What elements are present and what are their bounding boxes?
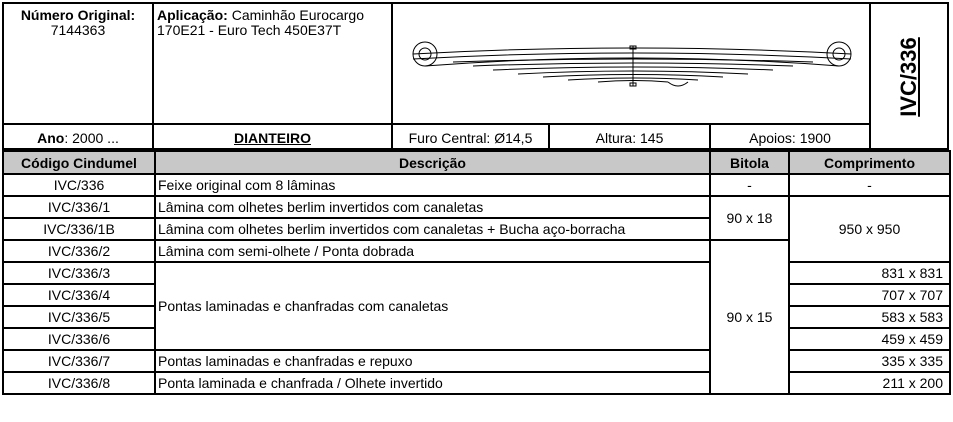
apoios-box — [709, 123, 871, 150]
altura-box — [548, 123, 711, 150]
cell-desc-merged: Pontas laminadas e chanfradas com canaletas — [155, 262, 710, 350]
furo-box — [391, 123, 550, 150]
cell-code: IVC/336/3 — [3, 262, 155, 284]
cell-desc: Lâmina com olhetes berlim invertidos com canaletas — [155, 196, 710, 218]
cell-desc: Lâmina com semi-olhete / Ponta dobrada — [155, 240, 710, 262]
cell-code: IVC/336/1B — [3, 218, 155, 240]
cell-code: IVC/336/2 — [3, 240, 155, 262]
vertical-code-label: IVC/336 — [896, 37, 921, 117]
table-row — [3, 350, 950, 372]
cell-comprimento: 211 x 200 — [789, 372, 950, 394]
col-header-descricao: Descrição — [155, 151, 710, 174]
position-label: DIANTEIRO — [234, 130, 311, 146]
numero-original-label: Número Original: — [20, 7, 136, 23]
cell-comprimento-merged: 950 x 950 — [789, 196, 950, 262]
cell-desc: Lâmina com olhetes berlim invertidos com canaletas + Bucha aço-borracha — [155, 218, 710, 240]
cell-bitola-merged: 90 x 18 — [710, 196, 789, 240]
table-row — [3, 174, 950, 196]
cell-desc: Feixe original com 8 lâminas — [155, 174, 710, 196]
cell-bitola-merged: 90 x 15 — [710, 240, 789, 394]
cell-desc: Pontas laminadas e chanfradas e repuxo — [155, 350, 710, 372]
ano-value: : 2000 ... — [64, 130, 119, 146]
cell-bitola: - — [710, 174, 789, 196]
aplicacao-label: Aplicação: — [157, 7, 228, 23]
cell-code: IVC/336/7 — [3, 350, 155, 372]
furo-central-label: Furo Central: Ø14,5 — [408, 130, 533, 146]
cell-code: IVC/336/1 — [3, 196, 155, 218]
table-row — [3, 262, 950, 284]
numero-original-box — [2, 2, 154, 125]
table-header-row — [3, 151, 950, 174]
leaf-spring-drawing — [393, 4, 869, 123]
aplicacao-box — [152, 2, 393, 125]
aplicacao-value-line1: Caminhão Eurocargo — [231, 7, 364, 23]
cell-comprimento: 831 x 831 — [789, 262, 950, 284]
cell-code: IVC/336/4 — [3, 284, 155, 306]
cell-desc: Ponta laminada e chanfrada / Olhete invertido — [155, 372, 710, 394]
col-header-codigo: Código Cindumel — [3, 151, 155, 174]
cell-code: IVC/336/5 — [3, 306, 155, 328]
vertical-code-box — [869, 2, 949, 150]
position-box — [152, 123, 393, 150]
col-header-bitola: Bitola — [710, 151, 789, 174]
cell-comprimento: - — [789, 174, 950, 196]
cell-comprimento: 707 x 707 — [789, 284, 950, 306]
apoios-label: Apoios: 1900 — [749, 130, 831, 146]
altura-label: Altura: 145 — [595, 130, 664, 146]
aplicacao-value-line2: 170E21 - Euro Tech 450E37T — [157, 22, 342, 38]
cell-code: IVC/336 — [3, 174, 155, 196]
drawing-box — [391, 2, 871, 125]
parts-table — [2, 150, 951, 395]
col-header-comprimento: Comprimento — [789, 151, 950, 174]
cell-code: IVC/336/8 — [3, 372, 155, 394]
table-row — [3, 372, 950, 394]
table-row — [3, 196, 950, 218]
ano-label: Ano — [37, 130, 65, 146]
spec-sheet — [2, 2, 949, 420]
cell-comprimento: 335 x 335 — [789, 350, 950, 372]
ano-box — [2, 123, 154, 150]
cell-comprimento: 459 x 459 — [789, 328, 950, 350]
numero-original-value: 7144363 — [50, 22, 106, 38]
cell-comprimento: 583 x 583 — [789, 306, 950, 328]
cell-code: IVC/336/6 — [3, 328, 155, 350]
